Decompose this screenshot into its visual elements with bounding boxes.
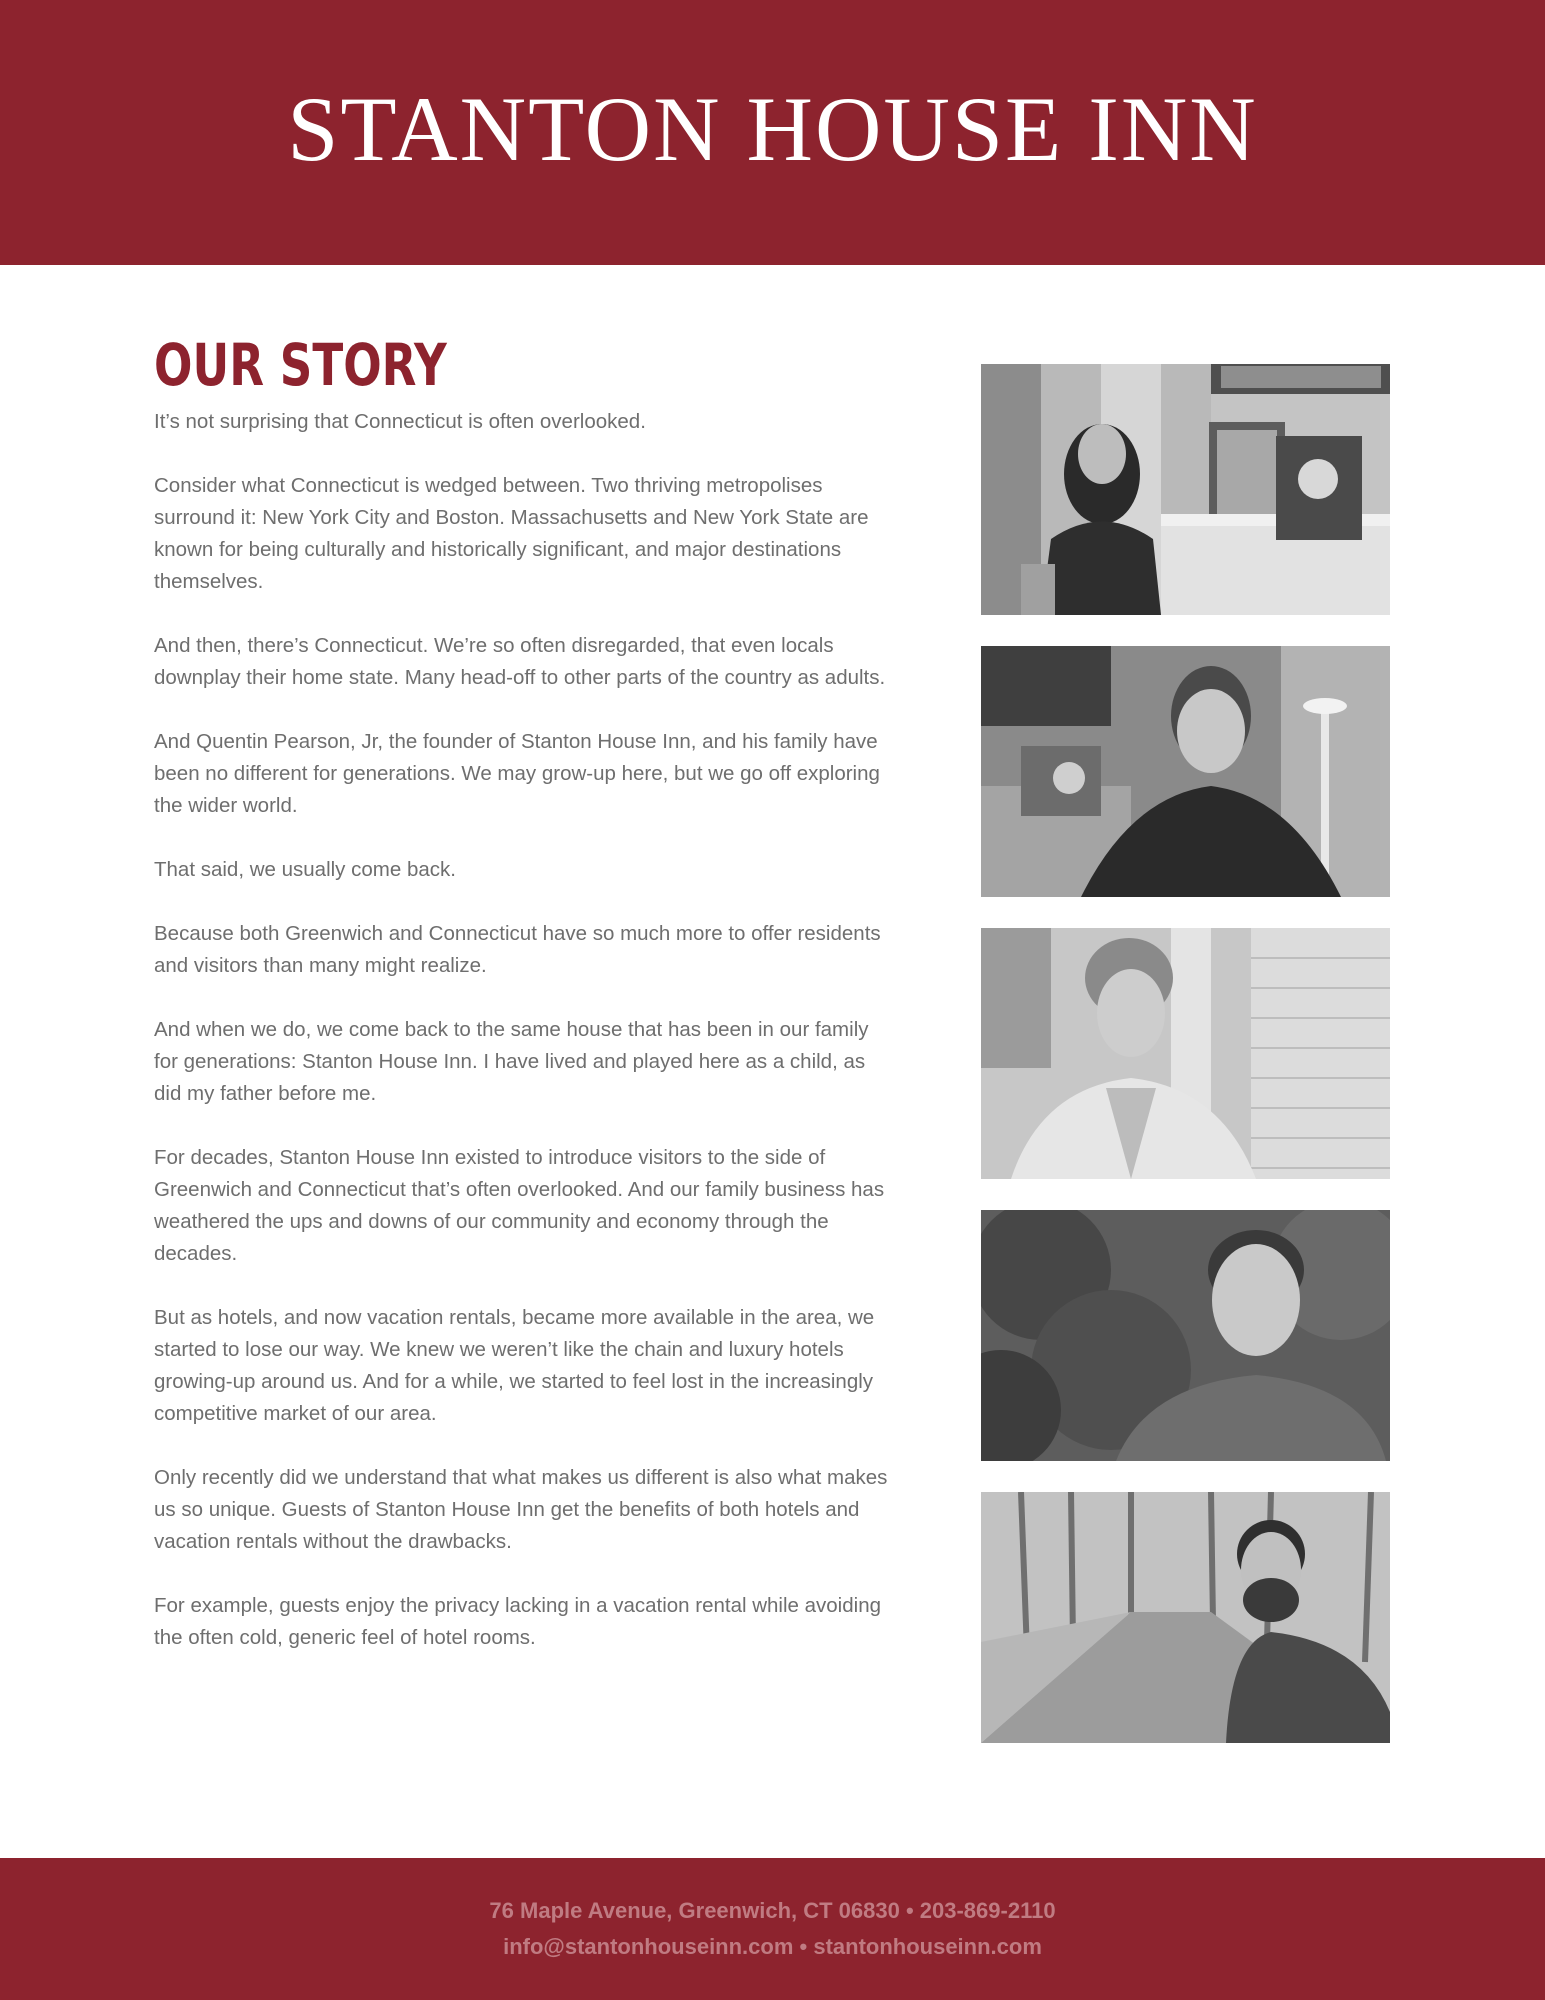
header-banner [0, 0, 1545, 265]
staff-photo-column [981, 364, 1390, 1774]
address-phone-line: 76 Maple Avenue, Greenwich, CT 06830 • 203-869-2110 [489, 1898, 1056, 1923]
story-paragraph: And when we do, we come back to the same house that has been in our family for generations: Stanton House Inn. I have lived and played here as a child, as did my father before me. [154, 1018, 869, 1105]
story-paragraph: Because both Greenwich and Connecticut have so much more to offer residents and visitors than many might realize. [154, 922, 881, 977]
story-paragraph: Consider what Connecticut is wedged between. Two thriving metropolises surround it: New York City and Boston. Massachusetts and New York State are known for being culturally and historically significant, and major destinations themselves. [154, 474, 869, 593]
staff-photo-2-image [981, 646, 1390, 897]
story-text [154, 406, 894, 1686]
staff-photo-2 [981, 646, 1390, 897]
staff-photo-4 [981, 1210, 1390, 1461]
staff-photo-5-image [981, 1492, 1390, 1743]
story-paragraph: And Quentin Pearson, Jr, the founder of Stanton House Inn, and his family have been no different for generations. We may grow-up here, but we go off exploring the wider world. [154, 730, 880, 817]
story-paragraph: Only recently did we understand that what makes us different is also what makes us so unique. Guests of Stanton House Inn get the benefits of both hotels and vacation rentals without the drawbacks. [154, 1466, 888, 1553]
story-paragraph: For example, guests enjoy the privacy lacking in a vacation rental while avoiding the often cold, generic feel of hotel rooms. [154, 1594, 881, 1649]
contact-footer [0, 1858, 1545, 2000]
our-story-heading: OUR STORY [154, 331, 447, 399]
story-paragraph: It’s not surprising that Connecticut is often overlooked. [154, 410, 646, 433]
story-paragraph: But as hotels, and now vacation rentals, became more available in the area, we started to lose our way. We knew we weren’t like the chain and luxury hotels growing-up around us. And for a while, we started to feel lost in the increasingly competitive market of our area. [154, 1306, 875, 1425]
story-paragraph: For decades, Stanton House Inn existed to introduce visitors to the side of Greenwich and Connecticut that’s often overlooked. And our family business has weathered the ups and downs of our community and economy through the decades. [154, 1146, 885, 1265]
story-paragraph: That said, we usually come back. [154, 858, 456, 881]
staff-photo-5 [981, 1492, 1390, 1743]
staff-photo-4-image [981, 1210, 1390, 1461]
staff-photo-3 [981, 928, 1390, 1179]
inn-title: STANTON HOUSE INN [287, 77, 1258, 180]
email-website-line: info@stantonhouseinn.com • stantonhouseinn.com [503, 1934, 1042, 1959]
staff-photo-1-image [981, 364, 1390, 615]
staff-photo-3-image [981, 928, 1390, 1179]
staff-photo-1 [981, 364, 1390, 615]
story-paragraph: And then, there’s Connecticut. We’re so often disregarded, that even locals downplay their home state. Many head-off to other parts of the country as adults. [154, 634, 886, 689]
